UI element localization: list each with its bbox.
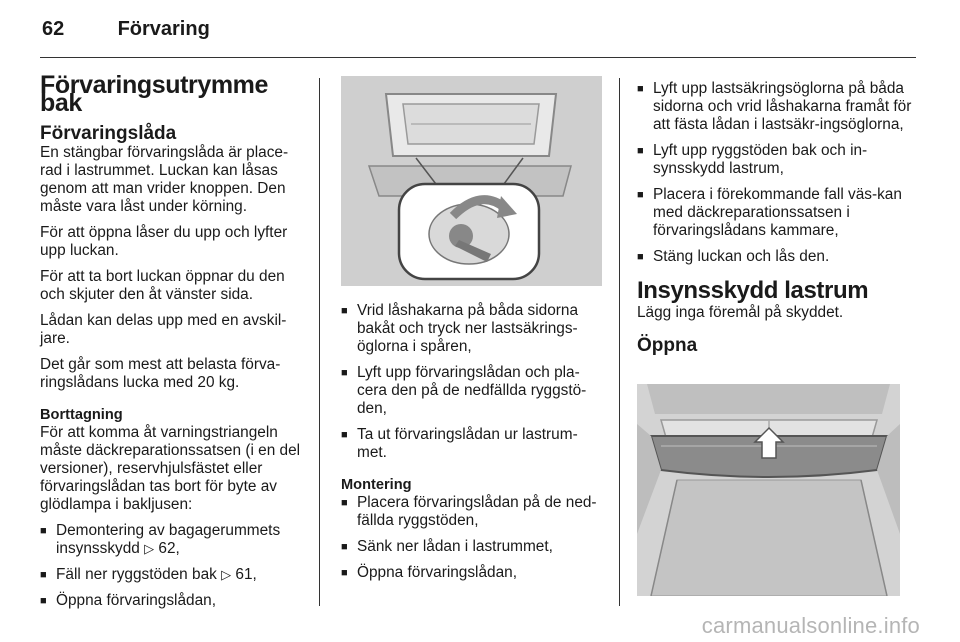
page-number: 62 — [42, 18, 65, 40]
list-item: ■ Stäng luckan och lås den. — [637, 248, 919, 266]
removal-text: För att komma åt varningstriangeln måste däckreparationssatsen (i en del versioner), reservhjulsfästet eller förvaringslådan tas bort för byte av glödlampa i bakljusen: — [40, 424, 301, 513]
list-item: ■ Placera i förekommande fall väs-kan med däckreparationssatsen i förvaringslådans kammare, — [637, 186, 919, 240]
paragraph: Lådan kan delas upp med en avskil-jare. — [40, 312, 287, 347]
arrow-ref-icon: ▷ — [144, 541, 155, 556]
storage-box-illustration — [341, 76, 602, 286]
mount-heading: Montering — [341, 477, 412, 493]
removal-heading: Borttagning — [40, 407, 123, 423]
page-reference[interactable]: 62, — [158, 540, 180, 557]
cargo-cover-illustration — [637, 384, 900, 596]
cargo-cover-drawing — [637, 384, 900, 596]
column-1 — [40, 71, 308, 618]
arrow-ref-icon: ▷ — [221, 567, 232, 582]
page-header — [42, 18, 210, 41]
list-item: ■ Vrid låshakarna på båda sidorna bakåt och tryck ner lastsäkrings-öglorna i spåren, — [341, 302, 607, 356]
list-item: ■ Placera förvaringslådan på de ned-fällda ryggstöden, — [341, 494, 607, 530]
fastening-list — [637, 80, 919, 266]
list-item: ■ Sänk ner lådan i lastrummet, — [341, 538, 607, 556]
list-item-text: Öppna förvaringslådan, — [56, 592, 216, 609]
column-divider-1 — [319, 78, 320, 606]
list-item: ■ Lyft upp förvaringslådan och pla-cera den på de nedfällda ryggstö-den, — [341, 364, 607, 418]
list-item — [40, 592, 308, 610]
section-heading: Förvaringsutrymme bak — [40, 71, 268, 117]
paragraph: En stängbar förvaringslåda är place-rad i lastrummet. Luckan kan låsas genom att man vrider knoppen. Den måste vara låst under körning. — [40, 144, 289, 215]
removal-steps-list — [341, 302, 607, 462]
header-rule — [40, 57, 916, 58]
list-item — [40, 522, 308, 558]
open-heading: Öppna — [637, 335, 698, 356]
list-item-text: Fäll ner ryggstöden bak — [56, 566, 217, 583]
subsection-heading: Förvaringslåda — [40, 123, 177, 144]
chapter-title: Förvaring — [117, 18, 210, 40]
paragraph: För att ta bort luckan öppnar du den och skjuter den åt vänster sida. — [40, 268, 285, 303]
storage-box-drawing — [341, 76, 602, 286]
section-heading: Insynsskydd lastrum — [637, 277, 869, 304]
removal-list — [40, 522, 308, 610]
column-2 — [341, 302, 607, 590]
paragraph: Det går som mest att belasta förva-ringslådans lucka med 20 kg. — [40, 356, 281, 391]
paragraph: För att öppna låser du upp och lyfter upp luckan. — [40, 224, 288, 259]
column-3 — [637, 80, 919, 356]
watermark: carmanualsonline.info — [701, 613, 920, 638]
page-reference[interactable]: 61, — [235, 566, 257, 583]
list-item-text: Demontering av bagagerummets insynsskydd — [56, 522, 281, 557]
mount-list — [341, 494, 607, 582]
list-item: ■ Öppna förvaringslådan, — [341, 564, 607, 582]
list-item: ■ Lyft upp ryggstöden bak och in-synsskydd lastrum, — [637, 142, 919, 178]
list-item: ■ Ta ut förvaringslådan ur lastrum-met. — [341, 426, 607, 462]
column-divider-2 — [619, 78, 620, 606]
list-item: ■ Lyft upp lastsäkringsöglorna på båda sidorna och vrid låshakarna framåt för att fästa lådan i lastsäkr-ingsöglorna, — [637, 80, 919, 134]
intro-text: Lägg inga föremål på skyddet. — [637, 304, 844, 321]
list-item — [40, 566, 308, 584]
